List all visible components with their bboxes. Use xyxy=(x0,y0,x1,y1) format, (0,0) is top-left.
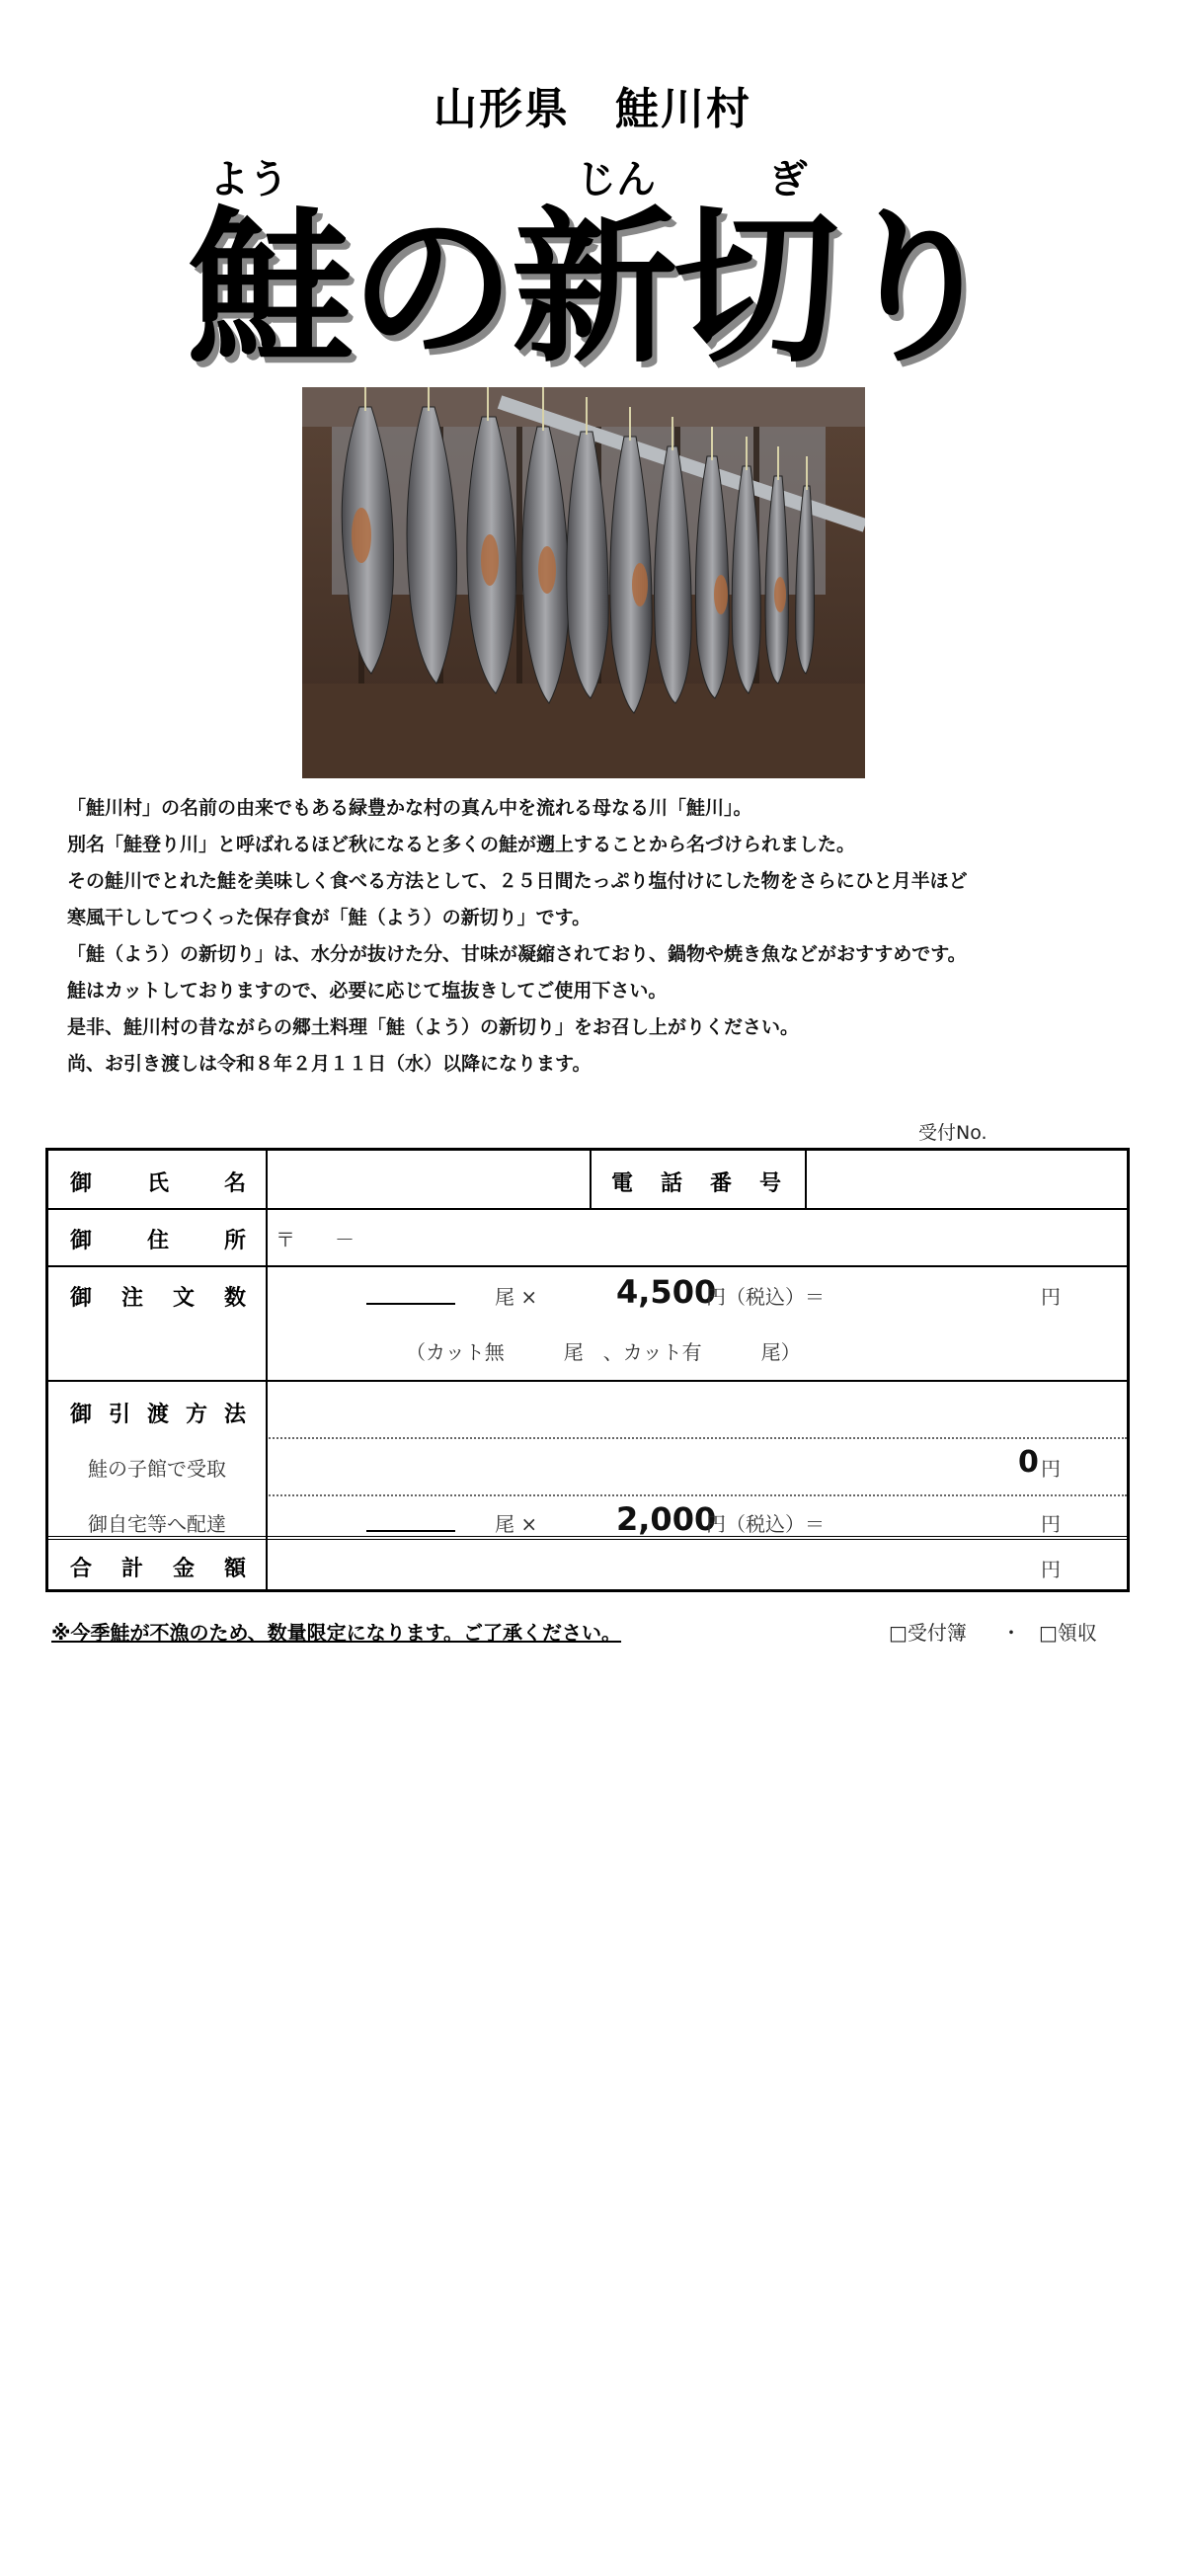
main-title: 鮭の新切り xyxy=(188,190,997,385)
name-field[interactable] xyxy=(268,1151,588,1206)
order-form xyxy=(45,1148,1130,2576)
order-table xyxy=(45,1148,1130,1592)
description-line: その鮭川でとれた鮭を美味しく食べる方法として、２５日間たっぷり塩付けにした物をさらにひと月半ほど xyxy=(67,870,968,892)
ruby-gi: ぎ xyxy=(768,157,808,202)
price-suffix: 円（税込）＝ xyxy=(706,1285,825,1309)
fish-price: 4,500 xyxy=(616,1273,717,1311)
ruby-jin: じん xyxy=(577,157,656,202)
hanging-salmon-photo xyxy=(302,387,865,778)
home-delivery-label: 御自宅等へ配達 xyxy=(88,1512,226,1536)
order-yen: 円 xyxy=(1041,1285,1061,1309)
delivery-unit-label: 尾 × xyxy=(495,1512,538,1536)
unit-label: 尾 × xyxy=(495,1285,538,1309)
receipt-checkbox[interactable]: □領収 xyxy=(1039,1621,1097,1645)
description xyxy=(67,790,1134,1083)
pickup-label: 鮭の子館で受取 xyxy=(88,1457,226,1481)
description-line: 鮭はカットしておりますので、必要に応じて塩抜きしてご使用下さい。 xyxy=(67,980,668,1002)
ruby-you: よう xyxy=(209,157,288,202)
pickup-amount: 0 xyxy=(1018,1445,1039,1480)
delivery-method-label: 御 引 渡 方 法 xyxy=(70,1403,246,1427)
limited-quantity-note: ※今季鮭が不漁のため、数量限定になります。ご了承ください。 xyxy=(51,1621,622,1645)
pickup-yen: 円 xyxy=(1041,1457,1061,1481)
postal-mark: 〒 － xyxy=(276,1228,355,1251)
order-quantity-label: 御 注 文 数 xyxy=(70,1286,246,1311)
total-yen: 円 xyxy=(1041,1558,1061,1581)
description-line: 「鮭（よう）の新切り」は、水分が抜けた分、甘味が凝縮されており、鍋物や焼き魚などがおすすめです。 xyxy=(67,943,967,965)
phone-label: 電 話 番 号 xyxy=(611,1171,781,1196)
description-line: 「鮭川村」の名前の由来でもある緑豊かな村の真ん中を流れる母なる川「鮭川」。 xyxy=(67,797,752,819)
description-line: 尚、お引き渡しは令和８年２月１１日（水）以降になります。 xyxy=(67,1053,592,1075)
village-title: 山形県 鮭川村 xyxy=(434,84,751,134)
receipt-number-label: 受付No. xyxy=(918,1122,988,1144)
delivery-quantity-blank[interactable] xyxy=(366,1530,455,1532)
name-label: 御 氏 名 xyxy=(70,1171,246,1196)
description-line: 別名「鮭登り川」と呼ばれるほど秋になると多くの鮭が遡上することから名づけられました。 xyxy=(67,834,856,855)
description-line: 是非、鮭川村の昔ながらの郷土料理「鮭（よう）の新切り」をお召し上がりください。 xyxy=(67,1016,800,1038)
quantity-blank[interactable] xyxy=(366,1303,455,1305)
delivery-yen: 円 xyxy=(1041,1512,1061,1536)
separator-dot: ・ xyxy=(1001,1621,1021,1645)
receipt-book-checkbox[interactable]: □受付簿 xyxy=(889,1621,967,1645)
address-label: 御 住 所 xyxy=(70,1229,246,1253)
cut-option-line: （カット無 尾 、カット有 尾） xyxy=(406,1340,801,1364)
total-label: 合 計 金 額 xyxy=(70,1557,246,1581)
description-line: 寒風干ししてつくった保存食が「鮭（よう）の新切り」です。 xyxy=(67,907,592,928)
phone-field[interactable] xyxy=(807,1151,1127,1206)
address-field[interactable] xyxy=(384,1210,1125,1263)
delivery-price: 2,000 xyxy=(616,1500,717,1538)
delivery-price-suffix: 円（税込）＝ xyxy=(706,1512,825,1536)
